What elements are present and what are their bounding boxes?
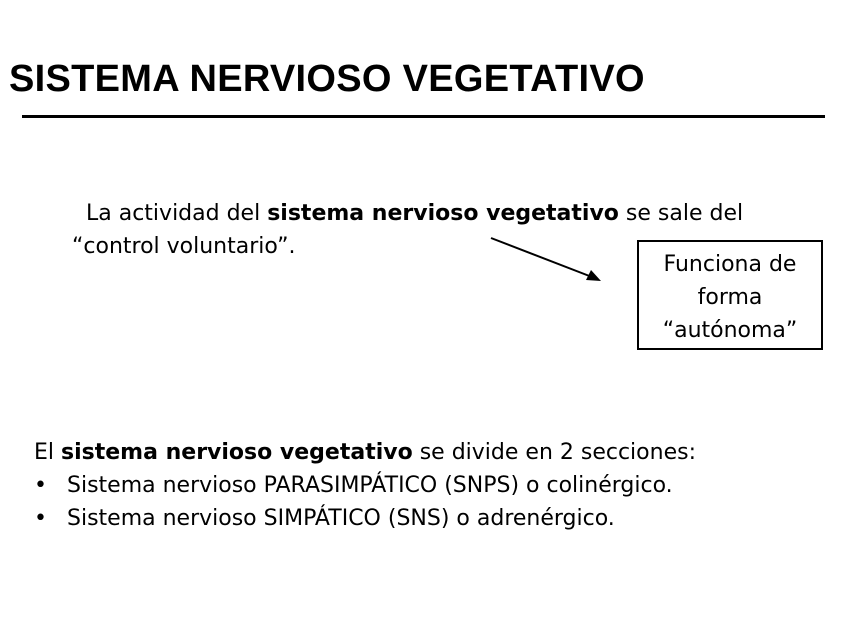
list-item-text: Sistema nervioso PARASIMPÁTICO (SNPS) o colinérgico. — [67, 473, 673, 498]
divisions-prefix: El — [34, 440, 62, 465]
arrow-head — [586, 270, 601, 281]
divisions-list — [34, 469, 824, 535]
arrow-connector — [488, 234, 608, 286]
callout-line-2: forma — [697, 285, 763, 310]
divisions-bold-term: sistema nervioso vegetativo — [61, 440, 413, 465]
callout-line-3: “autónoma” — [662, 318, 798, 343]
intro-bold-term: sistema nervioso vegetativo — [267, 201, 619, 226]
bullet-icon: • — [34, 506, 47, 531]
list-item-parasympathetic — [34, 469, 824, 502]
divisions-intro — [34, 436, 824, 469]
bullet-icon: • — [34, 473, 47, 498]
intro-suffix: se sale del “control voluntario”. — [72, 201, 744, 259]
list-item-sympathetic — [34, 502, 824, 535]
arrow-line — [491, 238, 592, 277]
autonomous-callout-box — [637, 240, 823, 350]
divisions-suffix: se divide en 2 secciones: — [412, 440, 696, 465]
slide-title: SISTEMA NERVIOSO VEGETATIVO — [9, 58, 645, 100]
list-item-text: Sistema nervioso SIMPÁTICO (SNS) o adrenérgico. — [67, 506, 615, 531]
title-underline — [22, 115, 825, 118]
callout-line-1: Funciona de — [663, 252, 797, 277]
divisions-section — [34, 436, 824, 535]
intro-prefix: La actividad del — [86, 201, 268, 226]
